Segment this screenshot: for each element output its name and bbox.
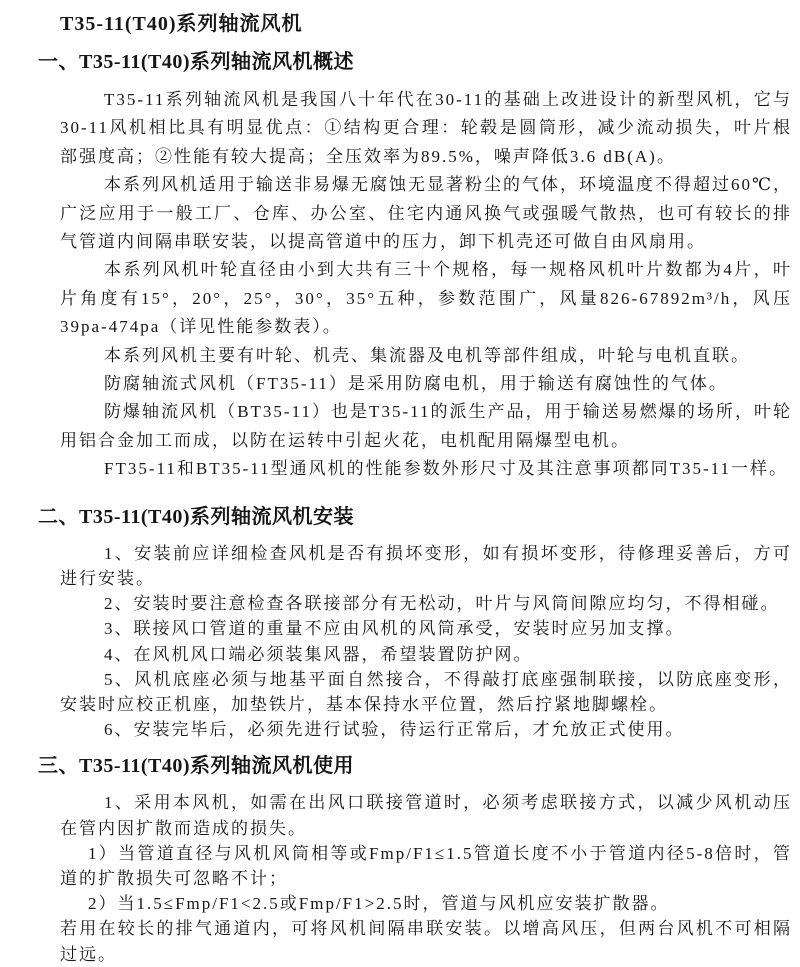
usage-item-1: 1、采用本风机，如需在出风口联接管道时，必须考虑联接方式，以减少风机动压在管内因扩散而造成的损失。: [60, 793, 792, 838]
paragraph-overview-3: 本系列风机叶轮直径由小到大共有三十个规格，每一规格风机叶片数都为4片，叶片角度有15°，20°，25°，30°，35°五种，参数范围广，风量826-67892m³/h，风压39pa-474pa（详见性能参数表）。: [60, 260, 792, 337]
section-installation-heading: 二、T35-11(T40)系列轴流风机安装: [38, 505, 355, 528]
installation-item-3: 3、联接风口管道的重量不应由风机的风筒承受，安装时应另加支撑。: [104, 619, 685, 639]
installation-item-1: 1、安装前应详细检查风机是否有损坏变形，如有损坏变形，待修理妥善后，方可进行安装。: [60, 543, 792, 588]
paragraph-overview-2: 本系列风机适用于输送非易爆无腐蚀无显著粉尘的气体，环境温度不得超过60℃，广泛应用于一般工厂、仓库、办公室、住宅内通风换气或强暖气散热，也可有较长的排气管道内间隔串联安装，以提高管道中的压力，卸下机壳还可做自由风扇用。: [60, 175, 793, 252]
paragraph-overview-1: T35-11系列轴流风机是我国八十年代在30-11的基础上改进设计的新型风机，它与30-11风机相比具有明显优点：①结构更合理：轮毂是圆筒形，减少流动损失，叶片根部强度高；②性能有较大提高；全压效率为89.5%，噪声降低3.6 dB(A)。: [60, 90, 792, 166]
usage-note: 若用在较长的排气通道内，可将风机间隔串联安装。以增高风压，但两台风机不可相隔过远。: [60, 919, 792, 964]
usage-subitem-2: 2）当1.5≤Fmp/F1<2.5或Fmp/F1>2.5时，管道与风机应安装扩散器。: [88, 894, 670, 914]
paragraph-overview-5: 防腐轴流式风机（FT35-11）是采用防腐电机，用于输送有腐蚀性的气体。: [104, 374, 728, 394]
section-usage-heading: 三、T35-11(T40)系列轴流风机使用: [38, 755, 355, 778]
section-overview: [38, 50, 793, 484]
installation-item-4: 4、在风机风口端必须装集风器，希望装置防护网。: [104, 644, 533, 664]
paragraph-overview-6: 防爆轴流风机（BT35-11）也是T35-11的派生产品，用于输送易燃爆的场所，叶轮用铝合金加工而成，以防在运转中引起火花，电机配用隔爆型电机。: [60, 402, 792, 450]
section-installation: [38, 505, 792, 743]
installation-item-2: 2、安装时要注意检查各联接部分有无松动，叶片与风筒间隙应均匀，不得相碰。: [104, 594, 780, 614]
section-usage: [38, 754, 792, 966]
installation-item-6: 6、安装完毕后，必须先进行试验，待运行正常后，才允放正式使用。: [104, 720, 685, 740]
usage-subitem-1: 1）当管道直径与风机风筒相等或Fmp/F1≤1.5管道长度不小于管道内径5-8倍时，管道的扩散损失可忽略不计；: [60, 843, 792, 888]
installation-item-5: 5、风机底座必须与地基平面自然接合，不得敲打底座强制联接，以防底座变形，安装时应校正机座，加垫铁片，基本保持水平位置，然后拧紧地脚螺栓。: [60, 669, 792, 714]
document-title: T35-11(T40)系列轴流风机: [60, 13, 303, 35]
paragraph-overview-7: FT35-11和BT35-11型通风机的性能参数外形尺寸及其注意事项都同T35-11一样。: [104, 459, 789, 479]
paragraph-overview-4: 本系列风机主要有叶轮、机壳、集流器及电机等部件组成，叶轮与电机直联。: [104, 345, 750, 365]
section-overview-heading: 一、T35-11(T40)系列轴流风机概述: [38, 51, 355, 73]
